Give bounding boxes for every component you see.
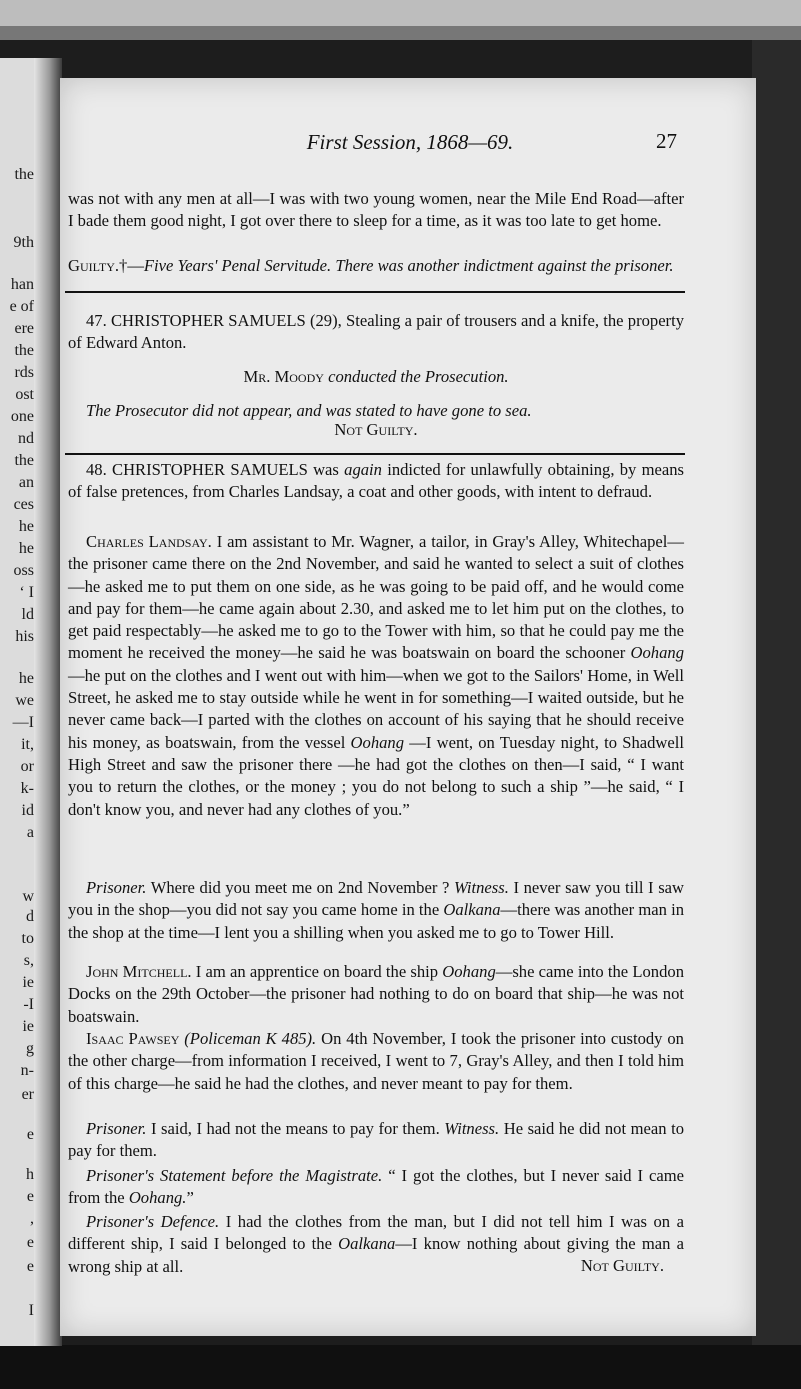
witness-pawsey-testimony xyxy=(68,1028,684,1095)
facing-page-fragment: —I xyxy=(12,714,34,731)
facing-page-fragment: er xyxy=(21,1086,34,1103)
sentence-text: Five Years' Penal Servitude. There was another indictment against the prisoner. xyxy=(143,256,674,275)
answer-text: I never saw you till I saw you in the shop—you did not say you came home in the xyxy=(68,878,685,920)
case-divider xyxy=(65,453,685,455)
facing-page-fragment: id xyxy=(21,802,34,819)
facing-page-fragment: 9th xyxy=(13,234,34,251)
witness-role: (Policeman K 485). xyxy=(179,1029,317,1048)
facing-page-fragment: one xyxy=(10,408,34,425)
witness-name: Isaac Pawsey xyxy=(86,1029,180,1048)
heading-end: indicted for unlawfully obtaining, by means of false pretences, from Charles Landsay, a coat and other goods, with intent to defraud. xyxy=(68,460,684,502)
heading-start: 48. CHRISTOPHER SAMUELS was xyxy=(86,460,345,479)
facing-page-fragment: n- xyxy=(20,1062,34,1079)
statement-close: ” xyxy=(186,1188,194,1208)
facing-page-fragment: ie xyxy=(22,1018,34,1035)
case-47-heading: 47. CHRISTOPHER SAMUELS (29), Stealing a pair of trousers and a knife, the property of Edward Anton. xyxy=(68,311,684,353)
facing-page-fragment: I xyxy=(28,1302,34,1319)
testimony-text: I am an apprentice on board the ship xyxy=(191,962,443,981)
witness-name: John Mitchell. xyxy=(86,962,192,981)
defence-text: I had the clothes from the man, but I did not tell him I was on a different ship, I said I belonged to the xyxy=(68,1212,684,1254)
facing-page-fragment: ld xyxy=(21,606,34,623)
case-48-heading xyxy=(68,459,684,504)
speaker-label: Prisoner. xyxy=(86,878,147,897)
ship-name: Oalkana xyxy=(443,900,501,920)
case-47-note: The Prosecutor did not appear, and was stated to have gone to sea. xyxy=(86,401,532,420)
ship-name: Oohang. xyxy=(128,1188,187,1208)
facing-page-fragment: h xyxy=(26,1166,34,1183)
facing-page-fragment: -I xyxy=(23,996,34,1013)
witness-name: Charles Landsay. xyxy=(86,532,212,551)
prosecution-text: conducted the Prosecution. xyxy=(328,367,509,386)
testimony-text: On 4th November, I took the prisoner into custody on the other charge—from information I received, I went to 7, Gray's Alley, and then I told him of this charge—he said he had the clothes, and never meant to pay for them. xyxy=(68,1029,684,1093)
verdict-label: Guilty.†— xyxy=(68,256,144,275)
facing-page-fragment: we xyxy=(15,692,34,709)
page-number: 27 xyxy=(656,129,677,153)
heading-again: again xyxy=(344,460,382,479)
defence-text: —I know nothing about giving the man a wrong ship at all. xyxy=(68,1234,685,1276)
facing-page-fragment: e xyxy=(26,1234,34,1251)
ship-name: Oohang xyxy=(630,643,684,663)
speaker-label: Witness. xyxy=(444,1119,500,1138)
testimony-text: —she came into the London Docks on the 29th October—the prisoner had nothing to do on board that ship—he was not boatswain. xyxy=(68,962,684,1026)
answer-text: He said he did not mean to pay for them. xyxy=(68,1119,684,1161)
cross-examination xyxy=(68,877,684,944)
facing-page-fragment: e of xyxy=(9,298,34,315)
facing-page-fragment: e xyxy=(26,1188,34,1205)
facing-page-fragment: , xyxy=(30,1210,34,1227)
facing-page-fragment: the xyxy=(14,452,34,469)
testimony-text: I am assistant to Mr. Wagner, a tailor, in Gray's Alley, Whitechapel—the prisoner came there on the 2nd November, and said he wanted to select a suit of clothes—he asked me to put them on one side, as he was going to be paid off, and he would come and pay for them—he came again about 2.30, and asked me to let him put on the clothes, to get paid respectably—he asked me to go to the Tower with him, so that he could pay me the moment he received the money—he said he was boatswain on board the schooner xyxy=(68,532,684,663)
statement-text: “ I got the clothes, but I never said I came from the xyxy=(68,1166,684,1208)
case-48-verdict: Not Guilty. xyxy=(580,1256,664,1275)
running-title: First Session, 1868—69. xyxy=(306,130,514,154)
scan-right-border xyxy=(752,40,801,1345)
case-46-verdict xyxy=(68,255,684,277)
facing-page-fragment: he xyxy=(18,670,34,687)
facing-page-fragment: e xyxy=(26,1258,34,1275)
facing-page-fragment: an xyxy=(18,474,34,491)
case-46-continuation: was not with any men at all—I was with two young women, near the Mile End Road—after I bade them good night, I got over there to sleep for a time, as it was too late to get home. xyxy=(68,189,684,231)
speaker-label: Witness. xyxy=(453,878,509,897)
facing-page-fragment: ‘ I xyxy=(19,584,34,601)
answer-text: —there was another man in the shop at the time—I lent you a shilling when you asked me to go to Tower Hill. xyxy=(68,900,684,942)
book-gutter xyxy=(34,58,62,1346)
witness-mitchell-testimony xyxy=(68,961,684,1028)
facing-page-fragment: rds xyxy=(14,364,34,381)
case-divider xyxy=(65,291,685,293)
ship-name: Oohang xyxy=(442,962,496,981)
facing-page-fragment: he xyxy=(18,518,34,535)
case-47-verdict: Not Guilty. xyxy=(334,420,418,439)
facing-page-fragment: e xyxy=(26,1126,34,1143)
ship-name: Oalkana xyxy=(338,1234,396,1254)
testimony-text: —I went, on Tuesday night, to Shadwell High Street and saw the prisoner there —he had got the clothes on then—I said, “ I want you to return the clothes, or the money ; you do not belong to such a ship ”—he said, “ I don't know you, and never had any clothes of you.” xyxy=(68,732,684,819)
ship-name: Oohang xyxy=(350,732,405,752)
book-page xyxy=(60,78,756,1336)
prisoner-question xyxy=(68,1118,684,1163)
facing-page-fragment: k- xyxy=(20,780,34,797)
question-text: I said, I had not the means to pay for them. xyxy=(146,1119,445,1138)
facing-page-fragment: the xyxy=(14,342,34,359)
facing-page-fragment: he xyxy=(18,540,34,557)
facing-page-fragment: ces xyxy=(13,496,34,513)
prisoner-statement xyxy=(68,1165,684,1210)
facing-page-fragment: a xyxy=(26,824,34,841)
scan-top-border xyxy=(0,0,801,40)
question-text: Where did you meet me on 2nd November ? xyxy=(146,878,454,897)
facing-page-fragment: oss xyxy=(13,562,34,579)
facing-page-fragment: ie xyxy=(22,974,34,991)
facing-page-fragment: d xyxy=(26,908,34,925)
facing-page-fragment: ost xyxy=(15,386,34,403)
testimony-text: —he put on the clothes and I went out with him—when we got to the Sailors' Home, in Well Street, he asked me to stay outside while he went in for something—I waited outside, but he never came back—I parted with the clothes on account of his saying that he should receive his money, as boatswain, from the vessel xyxy=(68,665,684,752)
case-47-prosecution xyxy=(68,366,684,388)
facing-page-fragment: s, xyxy=(23,952,34,969)
facing-page-fragment: nd xyxy=(18,430,34,447)
facing-page-fragment: han xyxy=(10,276,34,293)
facing-page-fragment: the xyxy=(14,166,34,183)
defence-label: Prisoner's Defence. xyxy=(86,1212,220,1231)
facing-page-fragment: to xyxy=(21,930,34,947)
statement-label: Prisoner's Statement before the Magistrate. xyxy=(86,1166,383,1185)
facing-page-fragment: or xyxy=(20,758,34,775)
facing-page-fragment: g xyxy=(26,1040,34,1057)
facing-page-fragment: it, xyxy=(21,736,34,753)
speaker-label: Prisoner. xyxy=(86,1119,147,1138)
facing-page-fragment: w xyxy=(22,888,34,905)
scan-bottom-border xyxy=(0,1345,801,1389)
scan-top-strip xyxy=(0,0,801,26)
witness-landsay-testimony xyxy=(68,531,684,821)
prosecutor-name: Mr. Moody xyxy=(243,367,324,386)
facing-page-fragment: ere xyxy=(14,320,34,337)
facing-page-fragment: his xyxy=(15,628,34,645)
